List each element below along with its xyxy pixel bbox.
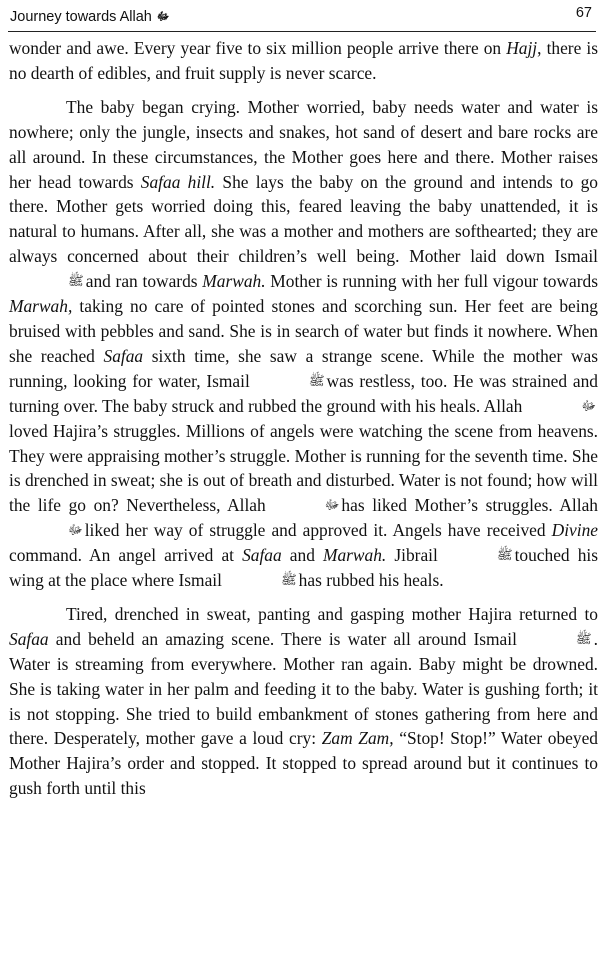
text-run: liked her way of struggle and approved it. Angels have received: [84, 520, 552, 541]
italic-term: Safaa: [9, 628, 49, 649]
italic-term: Divine: [551, 520, 598, 541]
page-body: [9, 36, 598, 801]
italic-term: Marwah,: [9, 296, 73, 317]
text-run: “Stop! Stop!” Water obeyed Mother Hajira’s order and stopped. It stopped to spread around but it continues to gush forth until this: [9, 728, 598, 799]
running-header: [8, 3, 596, 32]
prophet-honorific-glyph: ﷺ: [496, 547, 513, 563]
text-run: Mother is running with her full vigour towards: [265, 271, 598, 292]
prophet-honorific-glyph: ﷺ: [280, 572, 297, 588]
text-run: , there is no dearth of edibles, and fruit supply is never scarce.: [9, 38, 598, 83]
prophet-honorific-glyph: ﷺ: [308, 372, 325, 388]
text-run: loved Hajira’s struggles. Millions of angels were watching the scene from heavens. They were appraising mother’s struggle. Mother is running for the seventh time. She is drenched in sweat; she is out of breath and disturbed. Water is not found; how will the life go on? Nevertheless, Allah: [9, 420, 598, 516]
italic-term: Safaa hill.: [140, 171, 216, 192]
text-run: and ran towards: [85, 271, 203, 292]
text-run: command. An angel arrived at: [9, 545, 243, 566]
text-run: She lays the baby on the ground and intends to go there. Mother gets worried doing this, feared leaving the baby unattended, it is natural to humans. After all, she was a mother and mothers are softhearted; they are always concerned about their children’s well being. Mother laid down Ismail: [9, 171, 598, 267]
allah-honorific-glyph: ﷻ: [68, 522, 83, 538]
paragraph-p2: [9, 95, 598, 593]
page-number: 67: [575, 5, 592, 21]
italic-term: Safaa: [103, 345, 144, 366]
prophet-honorific-glyph: ﷺ: [68, 273, 84, 289]
text-run: has liked Mother’s struggles. Allah: [341, 495, 599, 516]
text-run: touched his wing at the place where Ismail: [9, 545, 598, 591]
text-run: and: [281, 545, 323, 566]
italic-term: Marwah.: [322, 545, 387, 566]
allah-honorific-glyph: ﷻ: [156, 11, 170, 23]
text-run: and beheld an amazing scene. There is water all around Ismail: [48, 628, 517, 649]
text-run: . Water is streaming from everywhere. Mother ran again. Baby might be drowned. She is taking water in her palm and feeding it to the baby. Water is gushing forth; it is not stopping. She tried to build embankment of stones gathering from here and there. Desperately, mother gave a loud cry:: [9, 628, 598, 749]
paragraph-p3: [9, 602, 598, 801]
book-title: [10, 9, 170, 26]
text-run: Jibrail: [386, 545, 438, 566]
allah-honorific-glyph: ﷻ: [324, 497, 340, 513]
italic-term: Hajj: [506, 38, 538, 58]
text-run: The baby began crying. Mother worried, baby needs water and water is nowhere; only the jungle, insects and snakes, hot sand of desert and bare rocks are all around. In these circumstances, the Mother goes here and there. Mother raises her head towards: [9, 96, 598, 192]
text-run: was restless, too. He was strained and turning over. The baby struck and rubbed the ground with his heals. Allah: [9, 370, 599, 416]
paragraph-p1: [9, 36, 598, 86]
text-run: sixth time, she saw a strange scene. While the mother was running, looking for water, Ismail: [9, 345, 598, 391]
italic-term: Marwah.: [202, 271, 266, 292]
text-run: wonder and awe. Every year five to six million people arrive there on: [9, 38, 507, 58]
book-title-text: Journey towards Allah: [10, 9, 152, 25]
italic-term: Safaa: [242, 545, 282, 566]
allah-honorific-glyph: ﷻ: [581, 397, 596, 413]
prophet-honorific-glyph: ﷺ: [575, 630, 592, 646]
text-run: taking no care of pointed stones and scorching sun. Her feet are being bruised with pebbles and sand. She is in search of water but finds it nowhere. When she reached: [9, 296, 598, 366]
text-run: Tired, drenched in sweat, panting and gasping mother Hajira returned to: [66, 603, 598, 624]
text-run: has rubbed his heals.: [298, 570, 444, 591]
italic-term: Zam Zam,: [321, 728, 394, 749]
